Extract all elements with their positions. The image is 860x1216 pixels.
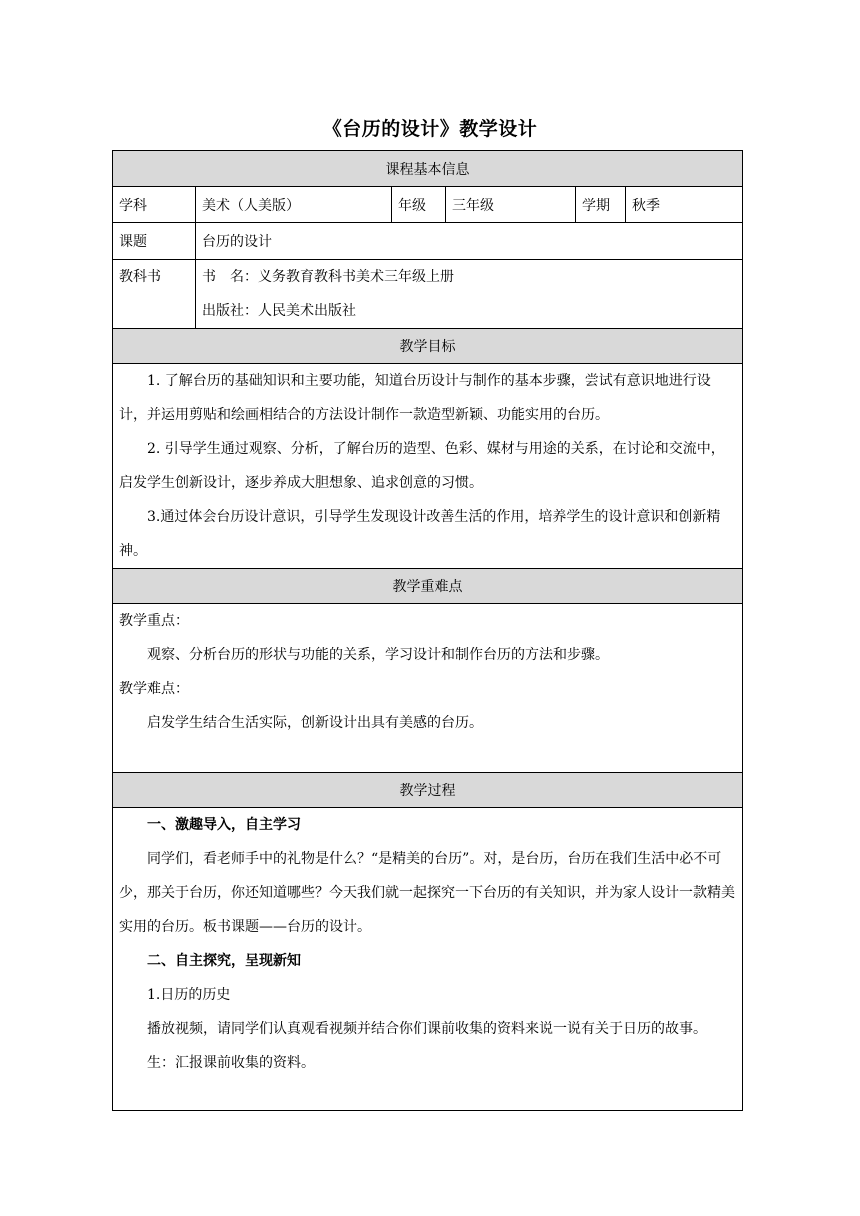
key-points-header-row <box>113 569 743 604</box>
objectives-header-row <box>113 329 743 364</box>
process-header: 教学过程 <box>113 773 743 808</box>
sub1-title: 1.日历的历史 <box>147 987 231 1003</box>
focus-label: 教学重点： <box>119 613 189 629</box>
subject-row <box>113 187 743 223</box>
basic-info-header-row <box>113 151 743 187</box>
key-points-content <box>113 604 743 773</box>
topic-value: 台历的设计 <box>196 223 743 260</box>
process-content <box>113 808 743 1111</box>
objectives-row <box>113 364 743 569</box>
key-points-header: 教学重难点 <box>113 569 743 604</box>
textbook-row <box>113 260 743 329</box>
objective-item: 3.通过体会台历设计意识，引导学生发现设计改善生活的作用，培养学生的设计意识和创新精神。 <box>119 509 721 559</box>
basic-info-header: 课程基本信息 <box>113 151 743 187</box>
objectives-header: 教学目标 <box>113 329 743 364</box>
textbook-value <box>196 260 743 329</box>
subject-label: 学科 <box>113 187 196 223</box>
process-row <box>113 808 743 1111</box>
topic-label: 课题 <box>113 223 196 260</box>
book-name: 书 名：义务教育教科书美术三年级上册 <box>202 269 454 285</box>
difficulty-text: 启发学生结合生活实际，创新设计出具有美感的台历。 <box>147 715 483 731</box>
document-title: 《台历的设计》教学设计 <box>322 118 538 140</box>
objectives-content <box>113 364 743 569</box>
term-value: 秋季 <box>626 187 743 223</box>
publisher: 出版社：人民美术出版社 <box>202 303 356 319</box>
grade-label: 年级 <box>392 187 446 223</box>
objective-item: 1. 了解台历的基础知识和主要功能，知道台历设计与制作的基本步骤，尝试有意识地进行设计，并运用剪贴和绘画相结合的方法设计制作一款造型新颖、功能实用的台历。 <box>119 373 711 423</box>
key-points-row <box>113 604 743 773</box>
subject-value: 美术（人美版） <box>196 187 392 223</box>
sub1-student: 生：汇报课前收集的资料。 <box>147 1055 315 1071</box>
section2-title: 二、自主探究，呈现新知 <box>147 953 301 969</box>
process-header-row <box>113 773 743 808</box>
focus-text: 观察、分析台历的形状与功能的关系，学习设计和制作台历的方法和步骤。 <box>147 647 609 663</box>
section1-text: 同学们，看老师手中的礼物是什么？“是精美的台历”。对，是台历，台历在我们生活中必不可少，那关于台历，你还知道哪些？今天我们就一起探究一下台历的有关知识，并为家人设计一款精美实用的台历。板书课题——台历的设计。 <box>119 851 735 935</box>
textbook-label-text: 教科书 <box>119 269 161 285</box>
difficulty-label: 教学难点： <box>119 681 189 697</box>
sub1-text: 播放视频，请同学们认真观看视频并结合你们课前收集的资料来说一说有关于日历的故事。 <box>147 1021 707 1037</box>
topic-row <box>113 223 743 260</box>
term-label: 学期 <box>576 187 626 223</box>
objective-item: 2. 引导学生通过观察、分析，了解台历的造型、色彩、媒材与用途的关系，在讨论和交流中，启发学生创新设计，逐步养成大胆想象、追求创意的习惯。 <box>119 441 725 491</box>
lesson-plan-table <box>112 150 743 1111</box>
grade-value: 三年级 <box>446 187 576 223</box>
textbook-label <box>113 260 196 329</box>
section1-title: 一、激趣导入，自主学习 <box>147 817 301 833</box>
